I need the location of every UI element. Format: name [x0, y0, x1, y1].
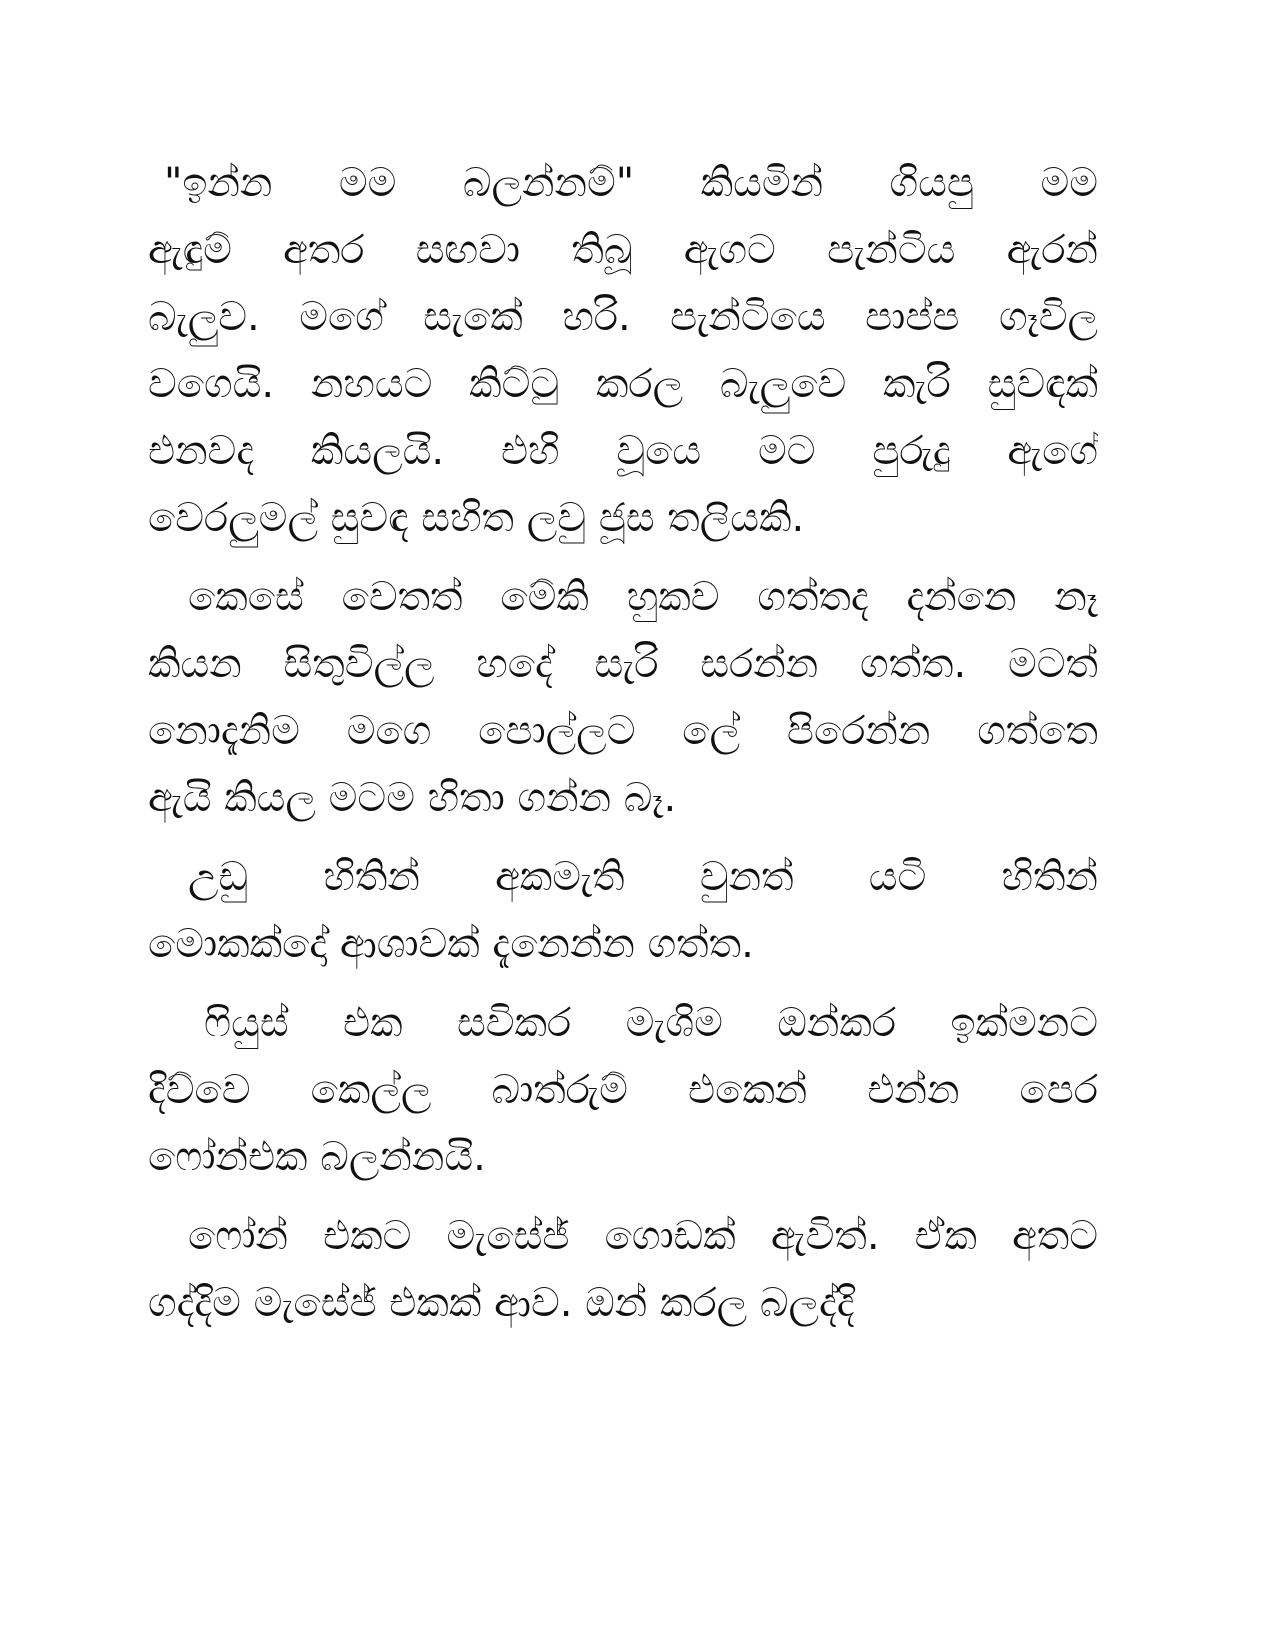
text-line: ෆෝන් එකට මැසේජ් ගොඩක් ඇවිත්. ඒක අතට	[188, 1213, 1098, 1259]
paragraph-2	[148, 564, 1098, 832]
text-line: එනවද කියලයි. එහි වූයෙ මට පුරුදු ඇගේ	[148, 428, 1098, 474]
text-line: වෙරලුමල් සුවඳ සහිත ලවු ජූස තලියකි.	[148, 495, 805, 541]
text-line: ඇයි කියල මටම හිතා ගන්න බෑ.	[148, 775, 677, 821]
body-text	[148, 150, 1098, 1349]
text-line: ගද්දිම මැසේජ් එකක් ආව. ඔන් කරල බලද්දි	[148, 1280, 855, 1326]
paragraph-4	[148, 990, 1098, 1191]
text-line: "ඉන්න මම බලන්නම්" කියමින් ගියපු මම	[164, 160, 1098, 206]
text-line: වගෙයි. නහයට කිට්ටු කරල බැලුවෙ කැරි සුවඳක්	[148, 361, 1098, 407]
text-line: දිව්වෙ කෙල්ල බාත්රුම් එකෙන් එන්න පෙර	[148, 1067, 1098, 1113]
text-line: ඇඳුම් අතර සඟවා තිබූ ඇගට පැන්ටිය ඇරන්	[148, 227, 1098, 273]
paragraph-3	[148, 844, 1098, 978]
text-line: කෙසේ වෙතත් මේකි හුකව ගත්තද දන්නෙ නෑ	[188, 574, 1098, 620]
paragraph-5	[148, 1203, 1098, 1337]
text-line: ෆියුස් එක සවිකර මැශිම ඔන්කර ඉක්මනට	[204, 1000, 1098, 1046]
text-line: මොකක්දෝ ආශාවක් දැනෙන්න ගත්ත.	[148, 921, 754, 967]
text-line: නොදැනිම මගෙ පොල්ලට ලේ පිරෙන්න ගත්තෙ	[148, 708, 1098, 754]
text-line: කියන සිතුවිල්ල හදේ සැරි සරන්න ගත්ත. මටත්	[148, 641, 1098, 687]
text-line: ෆෝන්එක බලන්නයි.	[148, 1134, 486, 1180]
paragraph-1	[148, 150, 1098, 552]
text-line: උඩු හිතින් අකමැති වුනත් යටි හිතින්	[188, 854, 1098, 900]
text-line: බැලුව. මගේ සැකේ හරි. පැන්ටියෙ පාප්ප ගෑවිල	[148, 294, 1098, 340]
